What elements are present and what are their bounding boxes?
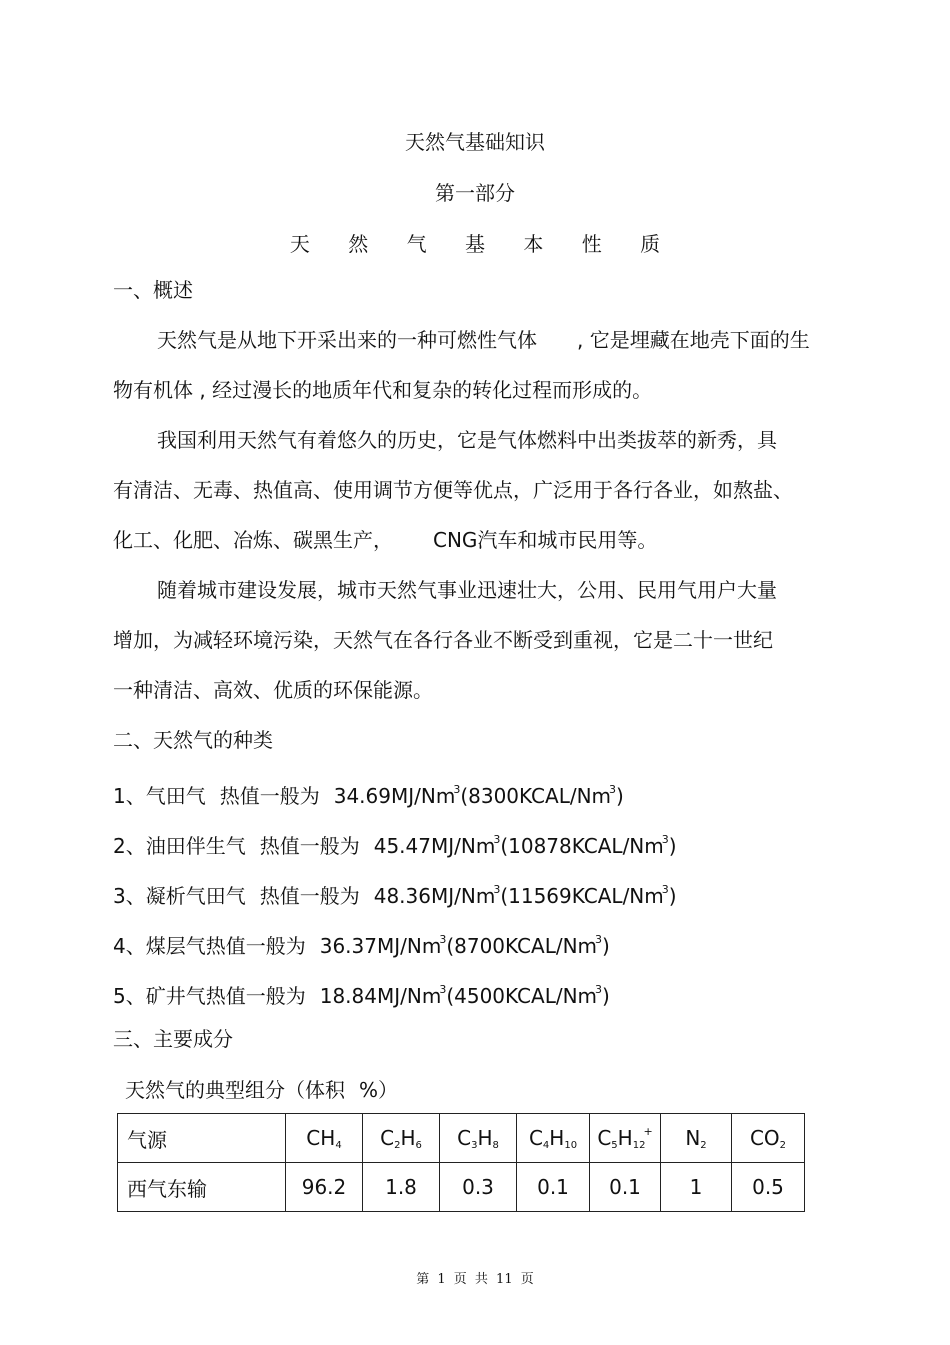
caption-unit: %）	[359, 1078, 399, 1102]
formula-subscript: 4	[335, 1139, 342, 1151]
header-n2	[661, 1114, 732, 1163]
table-cell: 0.5	[732, 1163, 805, 1212]
gas-type-item	[113, 776, 624, 810]
row-source: 西气东输	[118, 1163, 286, 1212]
close-paren: )	[616, 784, 624, 808]
header-c2h6	[363, 1114, 440, 1163]
heat-mj: 18.84MJ/Nm	[319, 984, 442, 1008]
header-c3h8	[440, 1114, 517, 1163]
formula-superscript: +	[643, 1125, 653, 1138]
formula-part: H	[549, 1125, 565, 1150]
formula-subscript: 10	[564, 1139, 578, 1151]
formula-part: C	[528, 1125, 543, 1150]
close-paren: )	[602, 984, 610, 1008]
text-span: , 它是埋藏在地壳下面的生	[577, 328, 810, 352]
paragraph-2-line-2: 有清洁、无毒、热值高、使用调节方便等优点，广泛用于各行各业，如熬盐、	[113, 478, 793, 502]
heat-kcal: (10878KCAL/Nm	[500, 834, 664, 858]
section-heading-types: 二、天然气的种类	[113, 728, 273, 752]
formula-subscript: 6	[415, 1139, 422, 1151]
paragraph-3-line-3: 一种清洁、高效、优质的环保能源。	[113, 678, 433, 702]
section-heading-composition: 三、主要成分	[113, 1027, 233, 1051]
table-cell: 1	[661, 1163, 732, 1212]
table-cell: 0.1	[517, 1163, 590, 1212]
heat-label: 热值一般为	[219, 784, 320, 808]
formula-part: H	[617, 1126, 633, 1150]
paragraph-2-line-1: 我国利用天然气有着悠久的历史，它是气体燃料中出类拔萃的新秀，具	[157, 428, 777, 452]
superscript: 3	[595, 933, 603, 946]
paragraph-2-line-3	[113, 526, 657, 554]
heat-mj: 45.47MJ/Nm	[373, 834, 496, 858]
part-subtitle: 天 然 气 基 本 性 质	[289, 232, 677, 256]
formula-part: C	[457, 1125, 472, 1150]
gas-type-name: 1、气田气	[113, 784, 206, 808]
formula-part: H	[400, 1125, 416, 1150]
superscript: 3	[439, 983, 447, 996]
formula-part: CO	[749, 1125, 780, 1150]
page-footer: 第 1 页 共 11 页	[416, 1272, 534, 1287]
header-co2	[732, 1114, 805, 1163]
superscript: 3	[661, 883, 669, 896]
gas-type-name: 3、凝析气田气	[113, 884, 246, 908]
close-paren: )	[668, 834, 677, 858]
formula-subscript: 8	[492, 1139, 499, 1151]
paragraph-1-line-2: 物有机体 , 经过漫长的地质年代和复杂的转化过程而形成的。	[113, 378, 653, 402]
superscript: 3	[609, 783, 617, 796]
table-cell: 96.2	[286, 1163, 363, 1212]
formula-subscript: 12	[632, 1140, 646, 1151]
formula-part: H	[477, 1125, 493, 1150]
paragraph-3-line-2: 增加，为减轻环境污染，天然气在各行各业不断受到重视，它是二十一世纪	[113, 628, 773, 652]
superscript: 3	[453, 783, 461, 796]
superscript: 3	[661, 833, 669, 846]
table-header-row	[118, 1114, 805, 1163]
gas-type-item	[113, 926, 610, 960]
table-cell: 1.8	[363, 1163, 440, 1212]
formula-subscript: 2	[779, 1139, 787, 1151]
superscript: 3	[439, 933, 447, 946]
gas-type-name: 5、矿井气	[113, 984, 206, 1008]
formula-part: C	[380, 1125, 395, 1150]
document-title: 天然气基础知识	[405, 130, 545, 154]
gas-type-name: 2、油田伴生气	[113, 834, 246, 858]
composition-table	[117, 1113, 805, 1212]
close-paren: )	[668, 884, 677, 908]
superscript: 3	[493, 883, 501, 896]
heat-label: 热值一般为	[259, 884, 360, 908]
formula-subscript: 3	[471, 1139, 478, 1151]
part-heading: 第一部分	[435, 181, 515, 205]
heat-kcal: (8700KCAL/Nm	[446, 934, 598, 958]
section-heading-overview: 一、概述	[113, 278, 193, 302]
heat-mj: 36.37MJ/Nm	[319, 934, 442, 958]
paragraph-1-line-1	[157, 326, 810, 354]
formula-part: N	[685, 1125, 701, 1150]
formula-subscript: 5	[611, 1140, 618, 1151]
formula-subscript: 2	[394, 1139, 401, 1151]
heat-label: 热值一般为	[205, 984, 306, 1008]
gas-type-item	[113, 876, 677, 910]
close-paren: )	[602, 934, 610, 958]
text-span: 天然气是从地下开采出来的一种可燃性气体	[157, 328, 537, 352]
heat-mj: 34.69MJ/Nm	[333, 784, 456, 808]
superscript: 3	[493, 833, 501, 846]
gas-type-name: 4、煤层气	[113, 934, 206, 958]
formula-part: C	[597, 1126, 612, 1150]
heat-kcal: (11569KCAL/Nm	[500, 884, 664, 908]
gas-type-item	[113, 826, 677, 860]
header-c4h10	[517, 1114, 590, 1163]
table-row	[118, 1163, 805, 1212]
gas-type-item	[113, 976, 610, 1010]
superscript: 3	[595, 983, 603, 996]
heat-label: 热值一般为	[205, 934, 306, 958]
table-cell: 0.1	[590, 1163, 661, 1212]
formula-subscript: 4	[542, 1139, 550, 1151]
header-c5h12	[590, 1114, 661, 1163]
formula-part: CH	[306, 1125, 336, 1150]
table-cell: 0.3	[440, 1163, 517, 1212]
heat-label: 热值一般为	[259, 834, 360, 858]
header-source: 气源	[118, 1114, 286, 1163]
caption-text: 天然气的典型组分（体积	[125, 1078, 345, 1102]
heat-mj: 48.36MJ/Nm	[373, 884, 496, 908]
heat-kcal: (4500KCAL/Nm	[446, 984, 598, 1008]
formula-subscript: 2	[700, 1139, 707, 1151]
paragraph-3-line-1: 随着城市建设发展，城市天然气事业迅速壮大，公用、民用气用户大量	[157, 578, 777, 602]
heat-kcal: (8300KCAL/Nm	[460, 784, 612, 808]
header-ch4	[286, 1114, 363, 1163]
text-span: CNG汽车和城市民用等。	[433, 528, 658, 552]
text-span: 化工、化肥、冶炼、碳黑生产，	[113, 528, 393, 552]
table-caption	[125, 1076, 398, 1104]
